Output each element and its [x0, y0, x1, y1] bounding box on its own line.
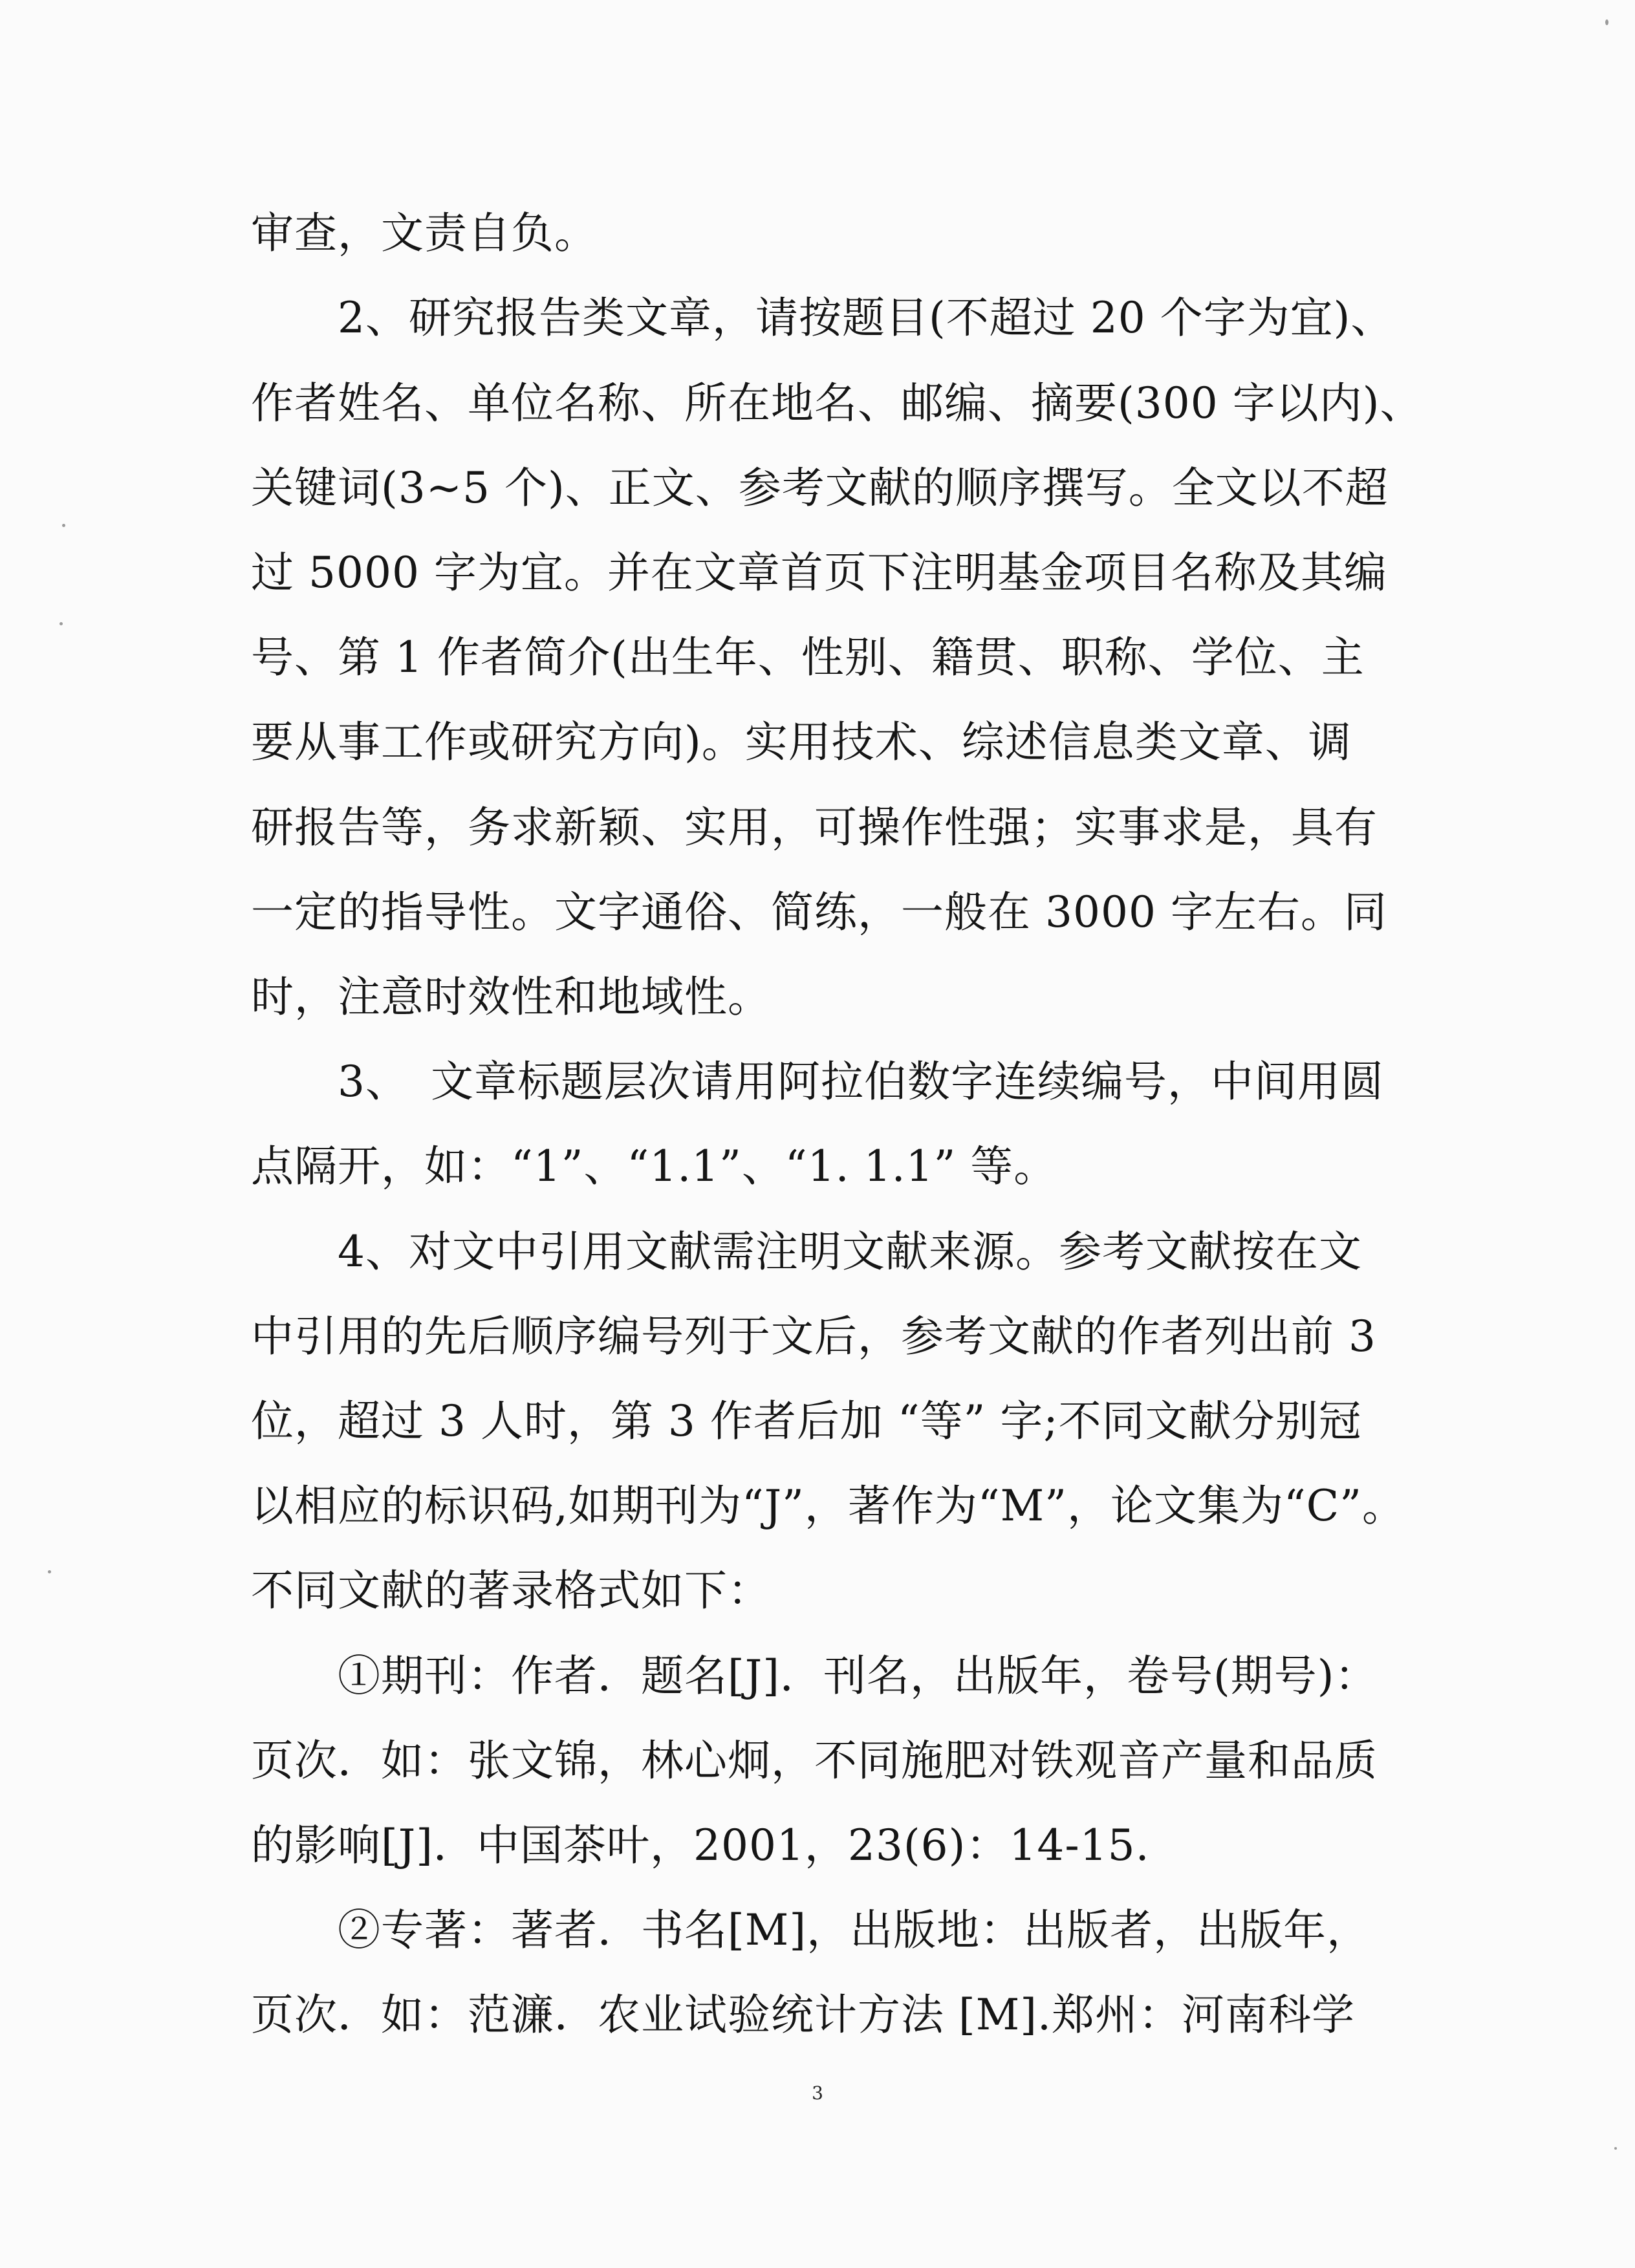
text-line-14: 中引用的先后顺序编号列于文后，参考文献的作者列出前 3: [251, 1312, 1376, 1361]
text-line-10: 时，注意时效性和地域性。: [251, 972, 771, 1022]
text-line-9: 一定的指导性。文字通俗、简练，一般在 3000 字左右。同: [251, 887, 1387, 937]
text-line-16: 以相应的标识码,如期刊为“J”，著作为“M”，论文集为“C”。: [251, 1481, 1405, 1531]
text-line-15: 位，超过 3 人时，第 3 作者后加 “等” 字;不同文献分别冠: [251, 1396, 1362, 1446]
text-line-11: 3、 文章标题层次请用阿拉伯数字连续编号，中间用圆: [251, 1057, 1384, 1107]
scan-speck: [48, 1570, 51, 1573]
scan-speck: [1605, 19, 1608, 25]
text-line-22: 页次．如：范濂．农业试验统计方法 [M].郑州：河南科学: [251, 1990, 1356, 2040]
text-line-12: 点隔开，如：“1”、“1.1”、“1. 1.1” 等。: [251, 1141, 1057, 1191]
text-line-17: 不同文献的著录格式如下：: [251, 1566, 771, 1615]
scan-speck: [1614, 2147, 1617, 2150]
text-line-5: 过 5000 字为宜。并在文章首页下注明基金项目名称及其编: [251, 548, 1387, 598]
text-line-13: 4、对文中引用文献需注明文献来源。参考文献按在文: [251, 1227, 1362, 1277]
text-line-3: 作者姓名、单位名称、所在地名、邮编、摘要(300 字以内)、: [251, 378, 1424, 428]
text-line-19: 页次．如：张文锦，林心炯，不同施肥对铁观音产量和品质: [251, 1736, 1378, 1786]
text-line-21: ②专著：著者．书名[M]，出版地：出版者，出版年，: [251, 1905, 1370, 1955]
text-line-18: ①期刊：作者．题名[J]．刊名，出版年，卷号(期号)：: [251, 1651, 1378, 1701]
text-line-2: 2、研究报告类文章，请按题目(不超过 20 个字为宜)、: [251, 293, 1394, 343]
text-line-7: 要从事工作或研究方向)。实用技术、综述信息类文章、调: [251, 717, 1352, 767]
text-line-6: 号、第 1 作者简介(出生年、性别、籍贯、职称、学位、主: [251, 632, 1365, 682]
scan-speck: [62, 524, 65, 527]
text-line-1: 审查，文责自负。: [251, 208, 598, 258]
text-line-20: 的影响[J]．中国茶叶，2001，23(6)：14-15.: [251, 1820, 1150, 1870]
text-line-8: 研报告等，务求新颖、实用，可操作性强；实事求是，具有: [251, 803, 1378, 852]
text-line-4: 关键词(3~5 个)、正文、参考文献的顺序撰写。全文以不超: [251, 463, 1389, 513]
scan-speck: [60, 622, 63, 625]
page-number: 3: [812, 2082, 823, 2104]
